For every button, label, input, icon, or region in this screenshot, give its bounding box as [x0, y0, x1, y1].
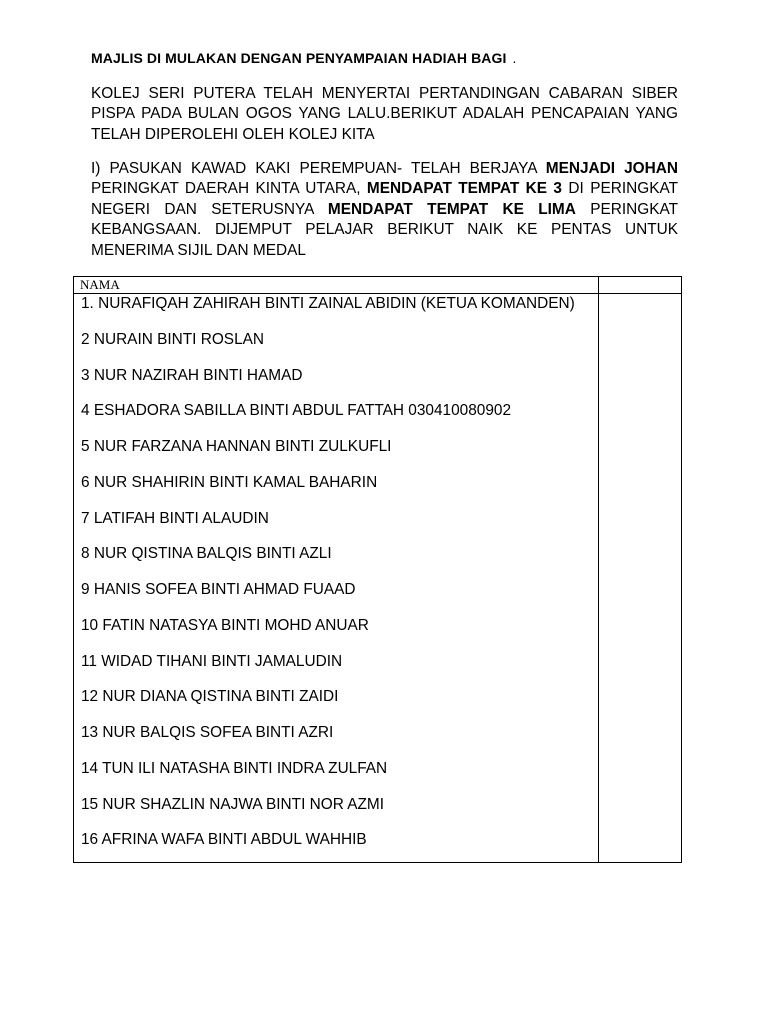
- table-row: 12 NUR DIANA QISTINA BINTI ZAIDI: [81, 688, 339, 706]
- heading-text: MAJLIS DI MULAKAN DENGAN PENYAMPAIAN HADIAH BAGI: [91, 50, 507, 66]
- table-row: 7 LATIFAH BINTI ALAUDIN: [81, 509, 269, 527]
- achievement-text-1: I) PASUKAN KAWAD KAKI PEREMPUAN- TELAH BERJAYA: [91, 160, 546, 177]
- names-table: [73, 276, 682, 863]
- table-column-divider: [598, 277, 599, 862]
- table-row: 2 NURAIN BINTI ROSLAN: [81, 330, 265, 348]
- achievement-paragraph: [91, 159, 678, 261]
- achievement-bold-1: MENJADI JOHAN: [545, 160, 678, 177]
- table-row: 8 NUR QISTINA BALQIS BINTI AZLI: [81, 545, 332, 563]
- table-row: 6 NUR SHAHIRIN BINTI KAMAL BAHARIN: [81, 473, 378, 491]
- table-rows: [81, 294, 596, 866]
- table-row: 14 TUN ILI NATASHA BINTI INDRA ZULFAN: [81, 759, 388, 777]
- table-row: 16 AFRINA WAFA BINTI ABDUL WAHHIB: [81, 831, 367, 849]
- page-heading: [91, 50, 516, 66]
- intro-paragraph: KOLEJ SERI PUTERA TELAH MENYERTAI PERTANDINGAN CABARAN SIBER PISPA PADA BULAN OGOS YANG LALU.BERIKUT ADALAH PENCAPAIAN YANG TELAH DIPEROLEHI OLEH KOLEJ KITA: [91, 85, 678, 143]
- table-row: 11 WIDAD TIHANI BINTI JAMALUDIN: [81, 652, 343, 670]
- table-row: 5 NUR FARZANA HANNAN BINTI ZULKUFLI: [81, 438, 392, 455]
- table-row: 3 NUR NAZIRAH BINTI HAMAD: [81, 366, 303, 384]
- heading-trailing-dot: .: [512, 50, 517, 66]
- table-row: 10 FATIN NATASYA BINTI MOHD ANUAR: [81, 616, 369, 634]
- table-row: 1. NURAFIQAH ZAHIRAH BINTI ZAINAL ABIDIN (KETUA KOMANDEN): [81, 295, 575, 312]
- achievement-bold-3: MENDAPAT TEMPAT KE LIMA: [327, 200, 576, 218]
- achievement-text-2: PERINGKAT DAERAH KINTA UTARA,: [91, 180, 367, 198]
- table-row: 13 NUR BALQIS SOFEA BINTI AZRI: [81, 724, 334, 741]
- achievement-text-3: DI PERINGKAT NEGERI DAN SETERUSNYA: [91, 180, 678, 218]
- table-header-nama: NAMA: [80, 277, 120, 292]
- achievement-text-4: PERINGKAT KEBANGSAAN. DIJEMPUT PELAJAR BERIKUT NAIK KE PENTAS UNTUK MENERIMA SIJIL DAN MEDAL: [91, 200, 678, 259]
- achievement-bold-2: MENDAPAT TEMPAT KE 3: [366, 180, 562, 198]
- table-row: 15 NUR SHAZLIN NAJWA BINTI NOR AZMI: [81, 795, 385, 813]
- table-row: 9 HANIS SOFEA BINTI AHMAD FUAAD: [81, 581, 356, 598]
- table-row: 4 ESHADORA SABILLA BINTI ABDUL FATTAH 030410080902: [81, 402, 512, 420]
